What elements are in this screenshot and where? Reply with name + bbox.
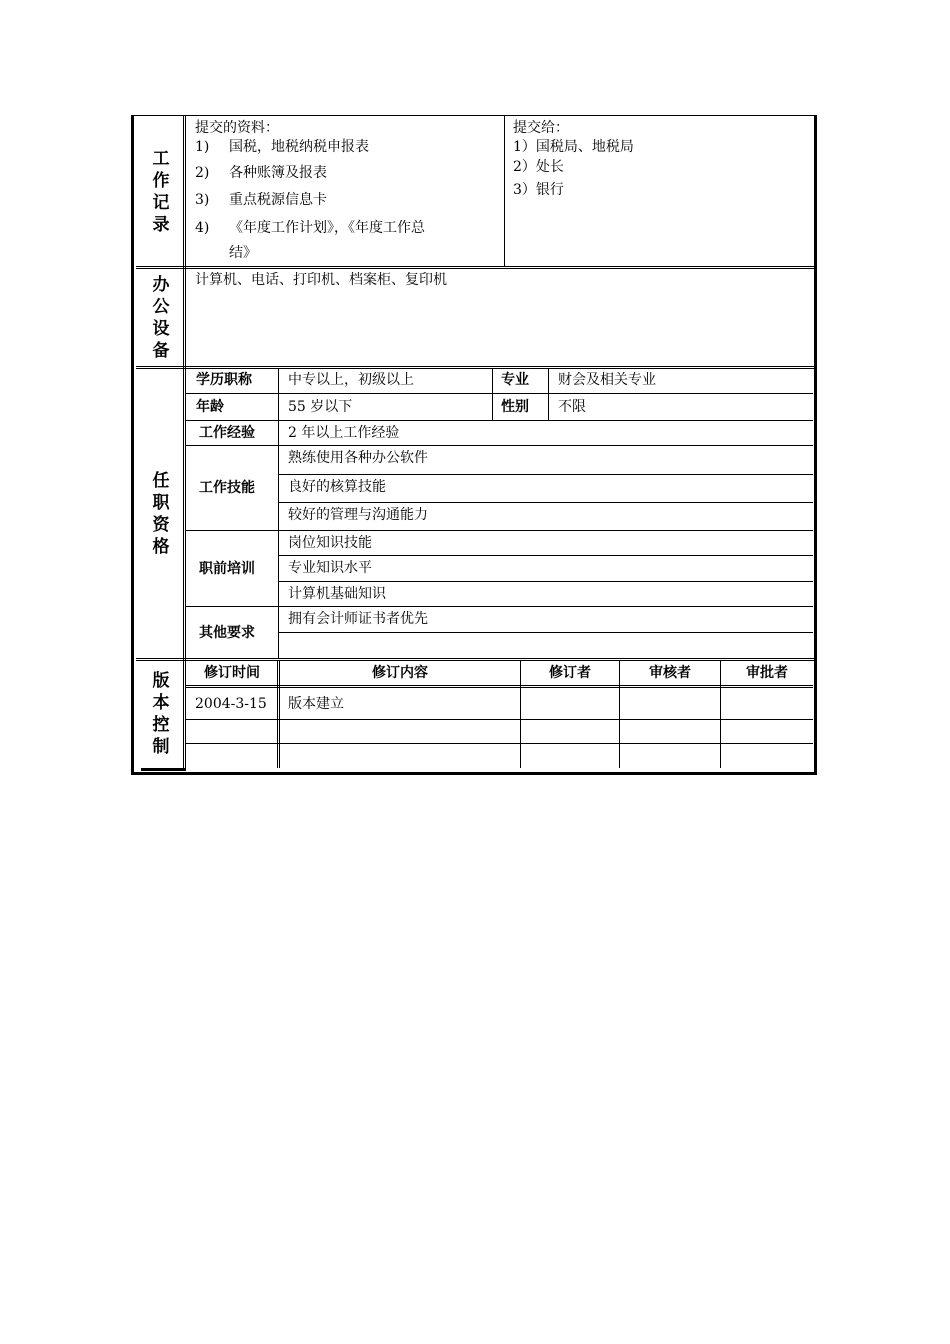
row-divider <box>186 420 813 421</box>
version-row-date: 2004-3-15 <box>195 696 267 712</box>
gender-value: 不限 <box>558 399 586 415</box>
education-value: 中专以上，初级以上 <box>288 372 414 388</box>
section-label-text: 任职资格 <box>152 471 170 557</box>
row-divider <box>278 502 813 503</box>
version-header-divider <box>186 685 813 688</box>
version-header-reviewer: 审核者 <box>649 665 691 681</box>
experience-value: 2 年以上工作经验 <box>288 425 400 441</box>
material-text-3: 重点税源信息卡 <box>229 192 327 208</box>
row-divider <box>278 632 813 633</box>
section-divider <box>136 366 814 369</box>
material-text-1: 国税，地税纳税申报表 <box>229 139 369 155</box>
major-value: 财会及相关专业 <box>558 372 656 388</box>
section-label-work-record <box>136 117 186 267</box>
other-label: 其他要求 <box>199 625 255 641</box>
version-row-divider <box>186 719 813 720</box>
material-text-4: 《年度工作计划》，《年度工作总 <box>229 220 425 236</box>
training-item: 岗位知识技能 <box>288 535 372 551</box>
version-header-approver: 审批者 <box>746 665 788 681</box>
section-label-text: 办公设备 <box>152 275 170 361</box>
skills-label: 工作技能 <box>199 480 255 496</box>
recipient-2: 2）处长 <box>513 159 564 175</box>
version-header-content: 修订内容 <box>372 665 428 681</box>
training-item: 计算机基础知识 <box>288 586 386 602</box>
major-label: 专业 <box>501 372 529 388</box>
age-value: 55 岁以下 <box>288 399 353 415</box>
section-divider <box>136 266 814 269</box>
row-divider <box>278 581 813 582</box>
version-header-date: 修订时间 <box>204 665 260 681</box>
gender-label: 性别 <box>501 399 529 415</box>
section-label-version-control <box>136 662 186 766</box>
submit-to-title: 提交给： <box>513 120 569 136</box>
office-equipment-items: 计算机、电话、打印机、档案柜、复印机 <box>195 272 447 288</box>
row-divider <box>186 445 813 446</box>
section-divider <box>136 658 814 661</box>
submit-materials-title: 提交的资料： <box>195 120 279 136</box>
version-row-divider <box>141 768 186 771</box>
version-header-reviser: 修订者 <box>549 665 591 681</box>
section-label-office-equipment <box>136 270 186 366</box>
material-num-2: 2) <box>195 165 210 181</box>
other-item: 拥有会计师证书者优先 <box>288 611 428 627</box>
section-label-qualifications <box>136 369 186 659</box>
skill-item: 较好的管理与沟通能力 <box>288 507 428 523</box>
training-item: 专业知识水平 <box>288 560 372 576</box>
training-label: 职前培训 <box>199 561 255 577</box>
material-num-1: 1) <box>195 139 210 155</box>
material-num-3: 3) <box>195 192 210 208</box>
material-text-2: 各种账簿及报表 <box>229 165 327 181</box>
recipient-1: 1）国税局、地税局 <box>513 139 634 155</box>
row-divider <box>186 530 813 531</box>
version-row-divider <box>186 743 813 744</box>
experience-label: 工作经验 <box>199 425 255 441</box>
row-divider <box>278 555 813 556</box>
section-label-text: 工作记录 <box>152 149 170 235</box>
recipient-3: 3）银行 <box>513 182 564 198</box>
material-text-4-cont: 结》 <box>229 245 257 261</box>
row-divider <box>278 474 813 475</box>
version-row-content: 版本建立 <box>288 696 344 712</box>
row-divider <box>186 606 813 607</box>
qual-col-divider <box>548 368 549 420</box>
age-label: 年龄 <box>196 399 224 415</box>
education-label: 学历职称 <box>196 372 252 388</box>
work-record-divider <box>504 116 505 267</box>
material-num-4: 4) <box>195 220 210 236</box>
qual-col-divider <box>492 368 493 420</box>
skill-item: 熟练使用各种办公软件 <box>288 450 428 466</box>
skill-item: 良好的核算技能 <box>288 479 386 495</box>
qual-col-divider <box>278 368 279 659</box>
section-label-text: 版本控制 <box>152 671 170 757</box>
row-divider <box>186 393 813 394</box>
